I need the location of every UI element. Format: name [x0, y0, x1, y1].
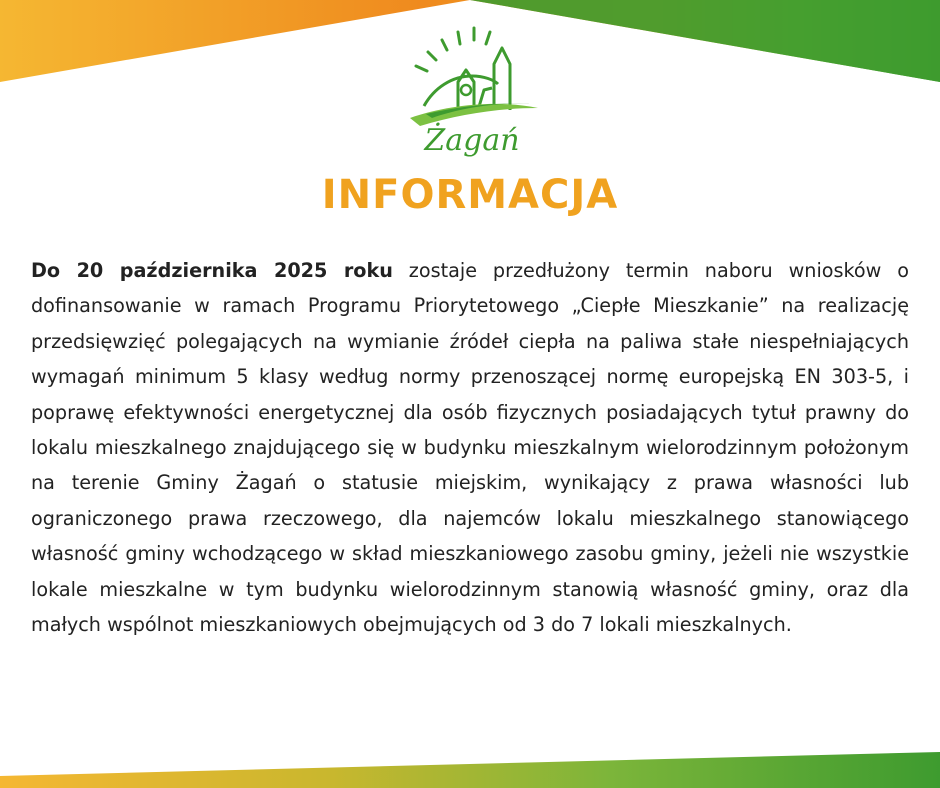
announcement-text: zostaje przedłużony termin naboru wniosków o dofinansowanie w ramach Programu Priorytetowego „Ciepłe Mieszkanie” na realizację przedsięwzięć polegających na wymianie źródeł ciepła na paliwa stałe niespełniających wymagań minimum 5 klasy według normy przenoszącej normę europejską EN 303-5, i poprawę efektywności energetycznej dla osób fizycznych posiadających tytuł prawny do lokalu mieszkalnego znajdującego się w budynku mieszkalnym wielorodzinnym położonym na terenie Gminy Żagań o statusie miejskim, wynikający z prawa własności lub ograniczonego prawa rzeczowego, dla najemców lokalu mieszkalnego stanowiącego własność gminy wchodzącego w skład mieszkaniowego zasobu gminy, jeżeli nie wszystkie lokale mieszkalne w tym budynku wielorodzinnym stanowią własność gminy, oraz dla małych wspólnot mieszkaniowych obejmujących od 3 do 7 lokali mieszkalnych. — [31, 259, 909, 637]
announcement-body — [31, 253, 909, 642]
deadline-date: Do 20 października 2025 roku — [31, 259, 393, 282]
logo-town-name: Żagań — [424, 123, 520, 158]
zagan-logo — [380, 18, 560, 158]
zagan-town-logo-icon — [380, 18, 560, 158]
page-title: INFORMACJA — [321, 172, 619, 218]
